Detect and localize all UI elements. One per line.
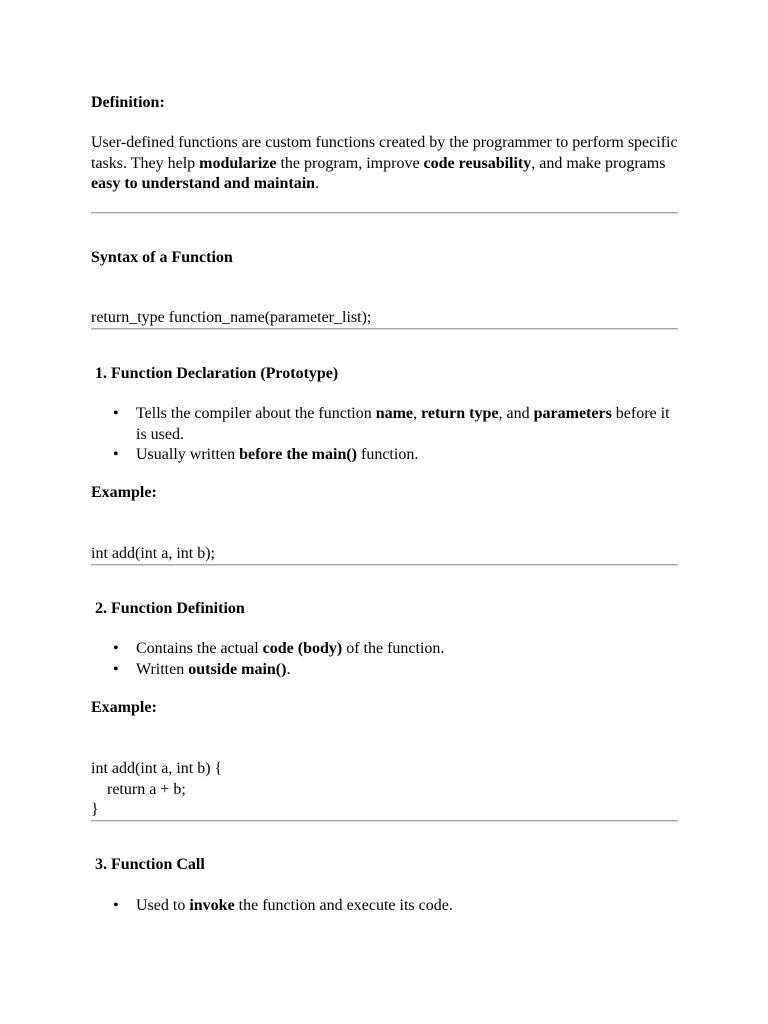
bullet-text: Tells the compiler about the function [136, 405, 376, 422]
bullet-bold: parameters [533, 405, 612, 422]
section-heading-call: 3. Function Call [95, 856, 205, 873]
bullet-icon: • [113, 446, 119, 463]
bullet-text: the function and execute its code. [234, 897, 453, 914]
bullet-text: , [413, 405, 422, 422]
definition-bullet-list [91, 639, 678, 680]
definition-example-code: int add(int a, int b) { return a + b; } [91, 760, 223, 818]
syntax-code: return_type function_name(parameter_list); [91, 309, 372, 326]
bullet-text: Used to [136, 897, 190, 914]
bullet-text: . [286, 660, 291, 678]
list-item [91, 445, 678, 466]
definition-bold-maintain: easy to understand and maintain [91, 175, 316, 192]
bullet-icon: • [113, 405, 119, 422]
example-label-declaration: Example: [91, 484, 157, 501]
bullet-bold: name [375, 405, 414, 422]
definition-text-4: . [315, 175, 320, 192]
bullet-text: Written [136, 660, 189, 678]
bullet-icon: • [113, 897, 119, 914]
bullet-bold: before the main() [239, 446, 357, 463]
bullet-bold: invoke [189, 897, 235, 914]
definition-bold-modularize: modularize [199, 154, 277, 172]
syntax-label: Syntax of a Function [91, 249, 233, 266]
horizontal-divider [91, 820, 678, 822]
list-item [91, 660, 678, 681]
bullet-bold: code (body) [262, 640, 343, 657]
list-item [91, 896, 678, 917]
definition-bold-reusability: code reusability [423, 154, 532, 172]
horizontal-divider [91, 564, 678, 566]
declaration-bullet-list [91, 404, 678, 466]
definition-text-3: , and make programs [531, 154, 666, 172]
bullet-bold: return type [421, 405, 499, 422]
declaration-example-code: int add(int a, int b); [91, 545, 215, 562]
bullet-bold: outside main() [188, 660, 287, 678]
list-item [91, 639, 678, 660]
bullet-text: before it is used. [136, 405, 670, 443]
list-item [91, 404, 678, 445]
call-bullet-list [91, 896, 678, 917]
definition-text-1: User-defined functions are custom functions created by the programmer to perform specific tasks. They help [91, 134, 678, 172]
section-heading-declaration: 1. Function Declaration (Prototype) [95, 365, 339, 382]
definition-label: Definition: [91, 94, 165, 111]
horizontal-divider [91, 328, 678, 330]
bullet-icon: • [113, 660, 119, 678]
definition-paragraph [91, 133, 678, 195]
bullet-text: Usually written [136, 446, 240, 463]
bullet-icon: • [113, 640, 119, 657]
horizontal-divider [91, 212, 678, 214]
definition-text-2: the program, improve [276, 154, 424, 172]
bullet-text: Contains the actual [136, 640, 263, 657]
bullet-text: , and [498, 405, 534, 422]
section-heading-definition: 2. Function Definition [95, 600, 245, 617]
example-label-definition: Example: [91, 699, 157, 716]
bullet-text: of the function. [342, 640, 445, 657]
bullet-text: function. [357, 446, 419, 463]
